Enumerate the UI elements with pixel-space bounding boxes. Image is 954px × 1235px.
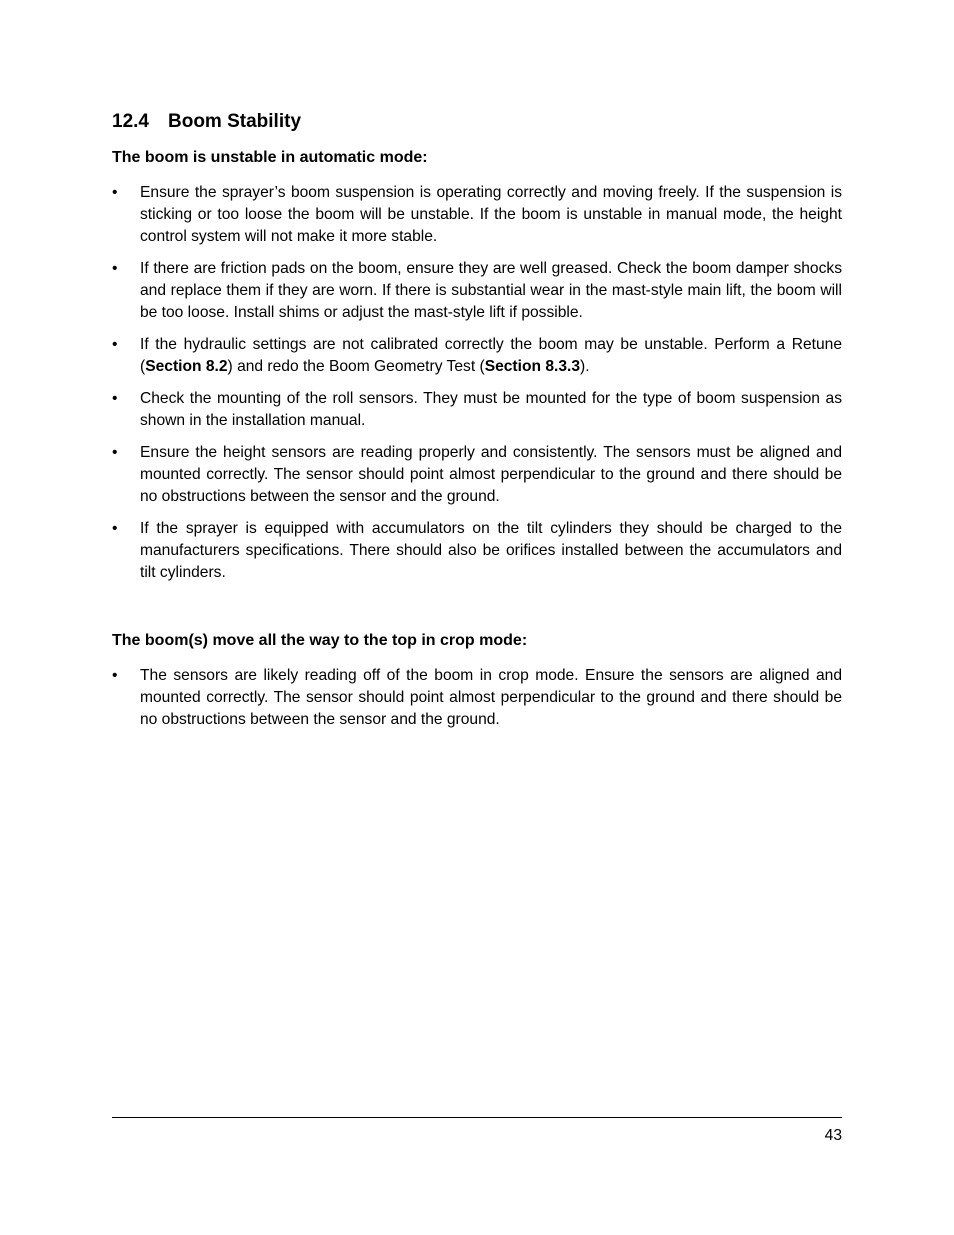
item-text: ) and redo the Boom Geometry Test ( xyxy=(227,358,485,375)
item-text: The sensors are likely reading off of the boom in crop mode. Ensure the sensors are aligned and mounted correctly. The sensor should point almost perpendicular to the ground and there should be no obstructions between the sensor and the ground. xyxy=(140,667,842,728)
bullet-icon: • xyxy=(112,390,118,407)
section-title xyxy=(112,111,301,133)
list-item xyxy=(112,665,842,731)
subsection-heading-crop-mode: The boom(s) move all the way to the top in crop mode: xyxy=(112,632,528,649)
bullet-icon: • xyxy=(112,184,118,201)
subsection-heading-automatic-mode: The boom is unstable in automatic mode: xyxy=(112,149,428,166)
bullet-list-crop-mode xyxy=(112,665,842,741)
bullet-icon: • xyxy=(112,260,118,277)
footer-rule xyxy=(112,1117,842,1118)
bullet-icon: • xyxy=(112,520,118,537)
list-item xyxy=(112,258,842,324)
item-text: If the hydraulic settings are not calibrated correctly the boom may be unstable. Perform a Retune ( xyxy=(140,336,842,375)
item-text: Ensure the sprayer’s boom suspension is operating correctly and moving freely. If the suspension is sticking or too loose the boom will be unstable. If the boom is unstable in manual mode, the height control system will not make it more stable. xyxy=(140,184,842,245)
item-text: Check the mounting of the roll sensors. They must be mounted for the type of boom suspension as shown in the installation manual. xyxy=(140,390,842,429)
list-item xyxy=(112,442,842,508)
page-number: 43 xyxy=(824,1127,842,1144)
item-text: If there are friction pads on the boom, ensure they are well greased. Check the boom damper shocks and replace them if they are worn. If there is substantial wear in the mast-style main lift, the boom will be too loose. Install shims or adjust the mast-style lift if possible. xyxy=(140,260,842,321)
list-item xyxy=(112,182,842,248)
list-item xyxy=(112,388,842,432)
item-text: If the sprayer is equipped with accumulators on the tilt cylinders they should be charged to the manufacturers specifications. There should also be orifices installed between the accumulators and tilt cylinders. xyxy=(140,520,842,581)
section-reference: Section 8.2 xyxy=(145,358,228,375)
section-reference: Section 8.3.3 xyxy=(484,358,581,375)
bullet-icon: • xyxy=(112,667,118,684)
list-item xyxy=(112,518,842,584)
section-number: 12.4 xyxy=(112,111,149,132)
bullet-list-automatic-mode xyxy=(112,182,842,594)
item-text: Ensure the height sensors are reading properly and consistently. The sensors must be aligned and mounted correctly. The sensor should point almost perpendicular to the ground and there should be no obstructions between the sensor and the ground. xyxy=(140,444,842,505)
bullet-icon: • xyxy=(112,444,118,461)
list-item xyxy=(112,334,842,378)
section-title-text: Boom Stability xyxy=(168,111,302,132)
item-text: ). xyxy=(580,358,590,375)
bullet-icon: • xyxy=(112,336,118,353)
